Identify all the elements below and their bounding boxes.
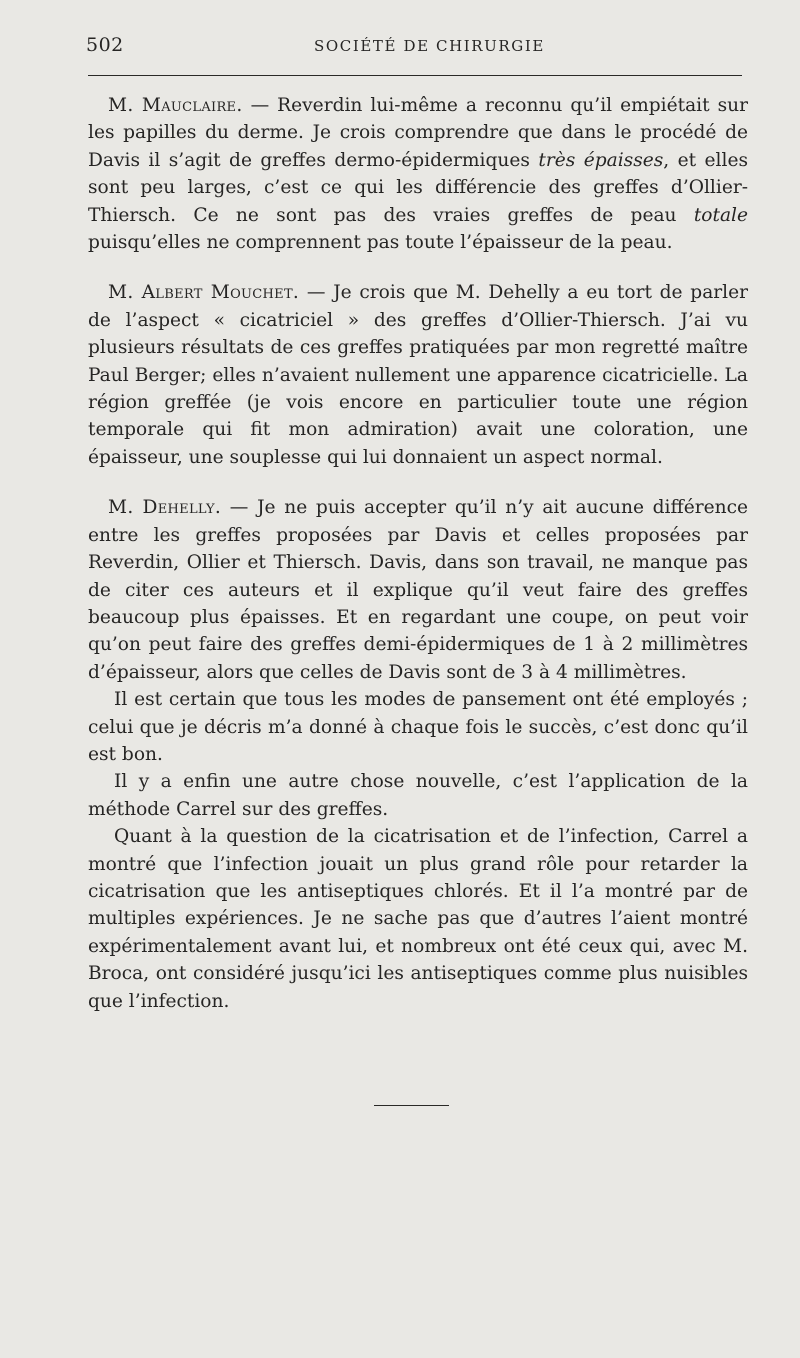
paragraph-text: — Je crois que M. Dehelly a eu tort de parler de l’aspect « cicatriciel » des greffes d’Ollier-Thiersch. J’ai vu plusieurs résultats de ces greffes pratiquées par mon regretté maître Paul Berger; elles n’avaient nullement une apparence cicatricielle. La région greffée (je vois encore en particulier toute une région temporale qui fit mon admiration) avait une coloration, une épaisseur, une souplesse qui lui donnaient un aspect normal.	[88, 282, 749, 468]
emphasis-text: très épaisses	[538, 149, 664, 171]
speaker-name: M. Mauclaire.	[108, 95, 243, 116]
speaker-name: M. Dehelly.	[108, 497, 222, 519]
paragraph-continuation: Quant à la question de la cicatrisation et de l’infection, Carrel a montré que l’infection jouait un plus grand rôle pour retarder la cicatrisation que les antiseptiques chlorés. Et il l’a montré par de multiples expériences. Je ne sache pas que d’autres l’aient montré expérimentalement avant lui, et nombreux ont été ceux qui, avec M. Broca, ont considéré jusqu’ici les antiseptiques comme plus nuisibles que l’infection.	[88, 826, 748, 1012]
paragraph-dehelly	[88, 494, 748, 686]
end-rule	[374, 1105, 449, 1106]
speaker-name: M. Albert Mouchet.	[108, 282, 300, 304]
page-number: 502	[86, 34, 124, 56]
paragraph-mouchet	[88, 279, 748, 471]
paragraph-text: puisqu’elles ne comprennent pas toute l’épaisseur de la peau.	[88, 232, 673, 254]
paragraph-continuation: Il est certain que tous les modes de pansement ont été employés ; celui que je décris m’a donné à chaque fois le succès, c’est donc qu’il est bon.	[88, 689, 748, 765]
paragraph-text: , et elles sont peu larges, c’est ce qui les différencie des greffes d’Ollier-Thiersch. Ce ne sont pas des vraies greffes de peau	[88, 149, 748, 226]
paragraph-text: — Reverdin lui-même a reconnu qu’il empiétait sur les papilles du derme. Je crois comprendre que dans le procédé de Davis il s’agit de greffes dermo-épidermiques	[88, 95, 748, 171]
page-header	[86, 34, 746, 62]
page-body	[88, 92, 748, 1015]
paragraph-continuation: Il y a enfin une autre chose nouvelle, c’est l’application de la méthode Carrel sur des greffes.	[88, 771, 748, 820]
paragraph-text: — Je ne puis accepter qu’il n’y ait aucune différence entre les greffes proposées par Davis et celles proposées par Reverdin, Ollier et Thiersch. Davis, dans son travail, ne manque pas de citer ces auteurs et il explique qu’il veut faire des greffes beaucoup plus épaisses. Et en regardant une coupe, on peut voir qu’on peut faire des greffes demi-épidermiques de 1 à 2 millimètres d’épaisseur, alors que celles de Davis sont de 3 à 4 millimètres.	[88, 497, 748, 683]
emphasis-text: totale	[693, 204, 748, 226]
header-rule	[88, 75, 742, 76]
paragraph-mauclaire	[88, 92, 748, 256]
running-title: SOCIÉTÉ DE CHIRURGIE	[314, 37, 545, 55]
